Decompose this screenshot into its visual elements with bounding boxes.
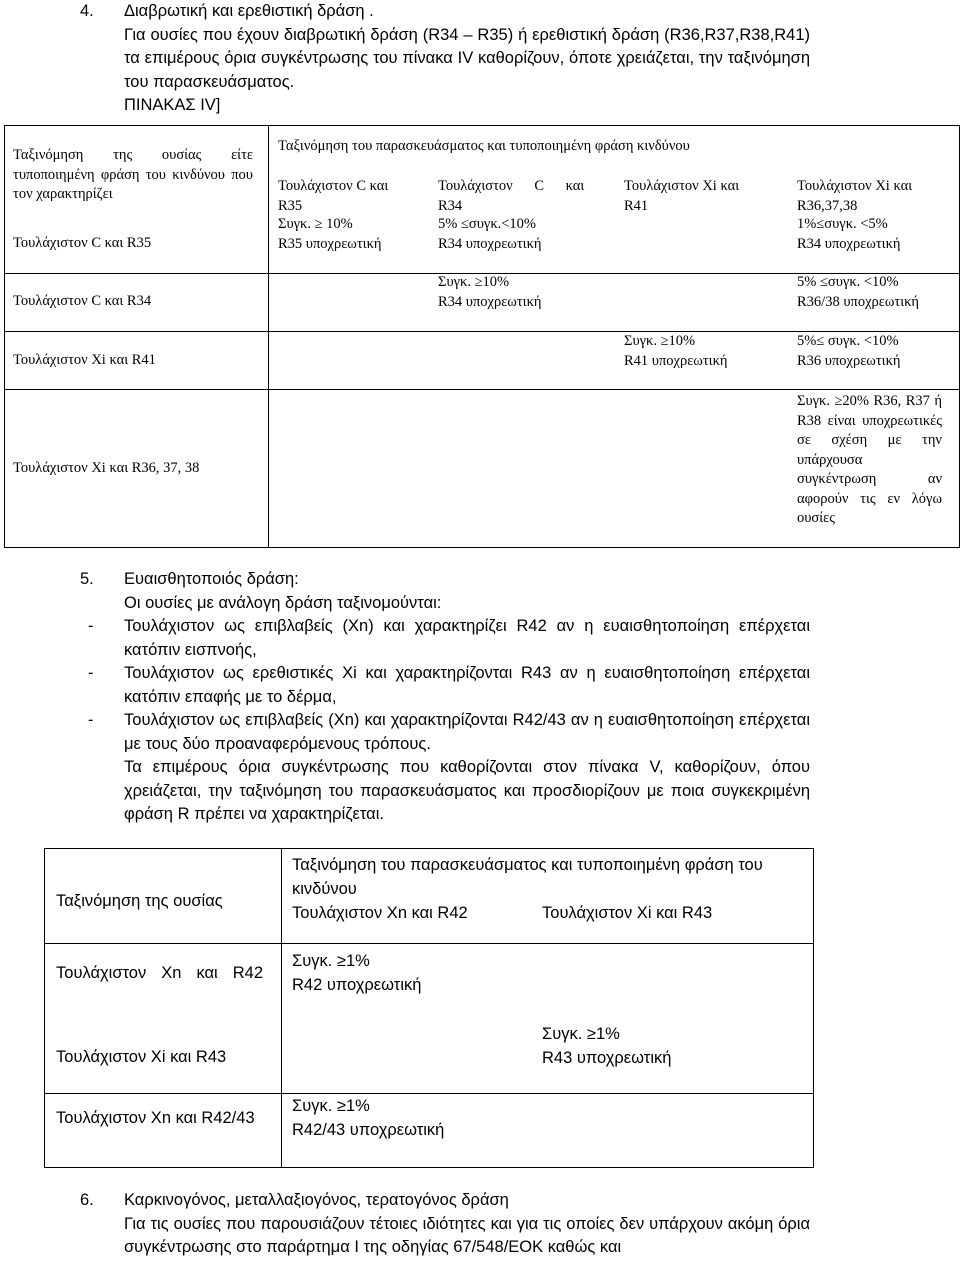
- table-rule: [45, 1093, 813, 1094]
- table-cell: Συγκ. ≥1% R42/43 υποχρεωτική: [292, 1097, 445, 1139]
- list-dash: -: [88, 711, 94, 729]
- table-cell: Συγκ. ≥10% R34 υποχρεωτική: [438, 274, 542, 310]
- list-item: - Τουλάχιστον ως επιβλαβείς (Xn) και χαρακτηρίζει R42 αν η ευαισθητοποίηση επέρχεται κατόπιν εισπνοής,: [88, 617, 810, 659]
- table-cell: 5%≤ συγκ. <10% R36 υποχρεωτική: [797, 333, 901, 369]
- table-header-substance: Ταξινόμηση της ουσίας: [56, 892, 223, 910]
- list-dash: -: [88, 617, 94, 635]
- section-heading: [80, 568, 810, 592]
- table-cell: 5% ≤συγκ.<10% R34 υποχρεωτική: [438, 216, 542, 252]
- section-paragraph: Για ουσίες που έχουν διαβρωτική δράση (R34 – R35) ή ερεθιστική δράση (R36,R37,R38,R41) τα επιμέρους όρια συγκέντρωσης του πίνακα IV καθορίζουν, όποτε χρειάζεται, την ταξινόμηση του παρασκευάσματος.: [124, 25, 810, 91]
- col-header-xi-r43: Τουλάχιστον Xi και R43: [542, 904, 713, 922]
- section-title: Διαβρωτική και ερεθιστική δράση .: [124, 2, 374, 20]
- section-title: Ευαισθητοποιός δράση:: [124, 570, 299, 588]
- table-cell: Συγκ. ≥10% R41 υποχρεωτική: [624, 333, 728, 369]
- table-header-substance: Ταξινόμηση της ουσίας είτε τυποποιημένη φράση του κινδύνου που τον χαρακτηρίζει: [13, 147, 253, 202]
- row-label-xi-r36: Τουλάχιστον Xi και R36, 37, 38: [13, 460, 200, 476]
- col-header-xi-r41: Τουλάχιστον Xi και R41: [624, 178, 740, 214]
- table-rule: [5, 389, 959, 390]
- section-number: 6.: [80, 1191, 94, 1209]
- list-item: - Τουλάχιστον ως ερεθιστικές Xi και χαρακτηρίζονται R43 αν η ευαισθητοποίηση επέρχεται κατόπιν επαφής με το δέρμα,: [88, 664, 810, 706]
- row-label-xi-r41: Τουλάχιστον Xi και R41: [13, 352, 156, 368]
- table-header-preparation: Ταξινόμηση του παρασκευάσματος και τυποποιημένη φράση κινδύνου: [278, 138, 690, 154]
- row-label-xn-r42-43: Τουλάχιστον Xn και R42/43: [56, 1109, 255, 1127]
- col-header-xn-r42: Τουλάχιστον Xn και R42: [292, 904, 468, 922]
- list-dash: -: [88, 664, 94, 682]
- row-label-xi-r43: Τουλάχιστον Xi και R43: [56, 1048, 227, 1066]
- section-intro: Οι ουσίες με ανάλογη δράση ταξινομούνται:: [124, 593, 442, 612]
- col-header-c-r35: Τουλάχιστον C και R35: [278, 178, 389, 214]
- section-4: [80, 0, 810, 118]
- table-cell: Συγκ. ≥ 10% R35 υποχρεωτική: [278, 216, 382, 252]
- table-cell: Συγκ. ≥1% R43 υποχρεωτική: [542, 1025, 672, 1067]
- table-v: [44, 848, 814, 1168]
- table-cell: Συγκ. ≥1% R42 υποχρεωτική: [292, 952, 422, 994]
- section-number: 4.: [80, 2, 94, 20]
- table-cell: 5% ≤συγκ. <10% R36/38 υποχρεωτική: [797, 274, 919, 310]
- section-number: 5.: [80, 570, 94, 588]
- table-cell: 1%≤συγκ. <5% R34 υποχρεωτική: [797, 216, 901, 252]
- row-label-xn-r42: Τουλάχιστον Xn και R42: [56, 964, 263, 982]
- section-5: [80, 568, 810, 827]
- col-header-c-r34: Τουλάχιστον C και R34: [438, 178, 585, 214]
- table-iv: [4, 125, 960, 548]
- table-cell: Συγκ. ≥20% R36, R37 ή R38 είναι υποχρεωτικές σε σχέση με την υπάρχουσα συγκέντρωση αν αφορούν τις εν λόγω ουσίες: [797, 393, 942, 526]
- table-caption: ΠΙΝΑΚΑΣ IV]: [124, 96, 221, 114]
- list-item: - Τουλάχιστον ως επιβλαβείς (Xn) και χαρακτηρίζονται R42/43 αν η ευαισθητοποίηση επέρχεται με τους δύο προαναφερόμενους τρόπους.: [88, 711, 810, 753]
- row-label-c-r34: Τουλάχιστον C και R34: [13, 293, 152, 309]
- row-label-c-r35: Τουλάχιστον C και R35: [13, 235, 152, 251]
- section-closing: Τα επιμέρους όρια συγκέντρωσης που καθορίζονται στον πίνακα V, καθορίζουν, όπου χρειάζεται, την ταξινόμηση του παρασκευάσματος και προσδιορίζουν με ποια συγκεκριμένη φράση R πρέπει να χαρακτηρίζεται.: [124, 758, 810, 823]
- table-rule: [268, 126, 269, 547]
- table-rule: [281, 849, 282, 1167]
- table-rule: [45, 943, 813, 944]
- section-paragraph: Για τις ουσίες που παρουσιάζουν τέτοιες ιδιότητες και για τις οποίες δεν υπάρχουν ακόμη όρια συγκέντρωσης στο παράρτημα Ι της οδηγίας 67/548/ΕΟΚ καθώς και: [124, 1214, 810, 1256]
- table-header-preparation: Ταξινόμηση του παρασκευάσματος και τυποποιημένη φράση του κινδύνου: [292, 856, 763, 898]
- section-title: Καρκινογόνος, μεταλλαξιογόνος, τερατογόνος δράση: [124, 1191, 509, 1209]
- section-6: [80, 1189, 810, 1260]
- col-header-xi-r36: Τουλάχιστον Xi και R36,37,38: [797, 178, 913, 214]
